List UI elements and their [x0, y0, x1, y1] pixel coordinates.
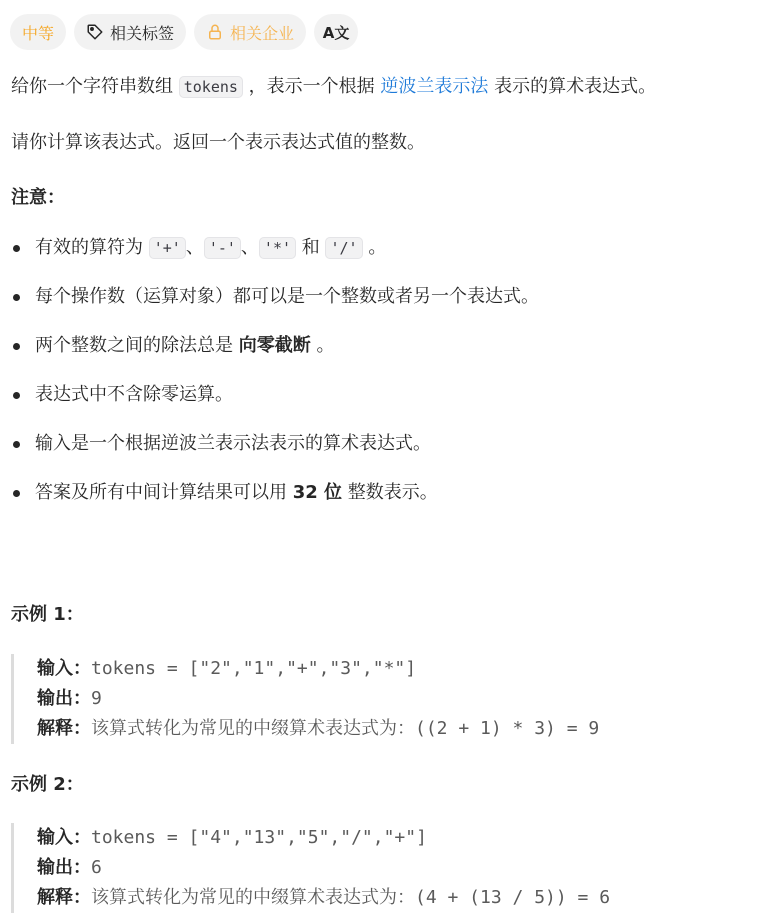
related-companies-label: 相关企业 [230, 23, 295, 43]
explain-expression: (4 + (13 / 5)) = 6 [415, 887, 611, 908]
example-1-block [11, 654, 599, 744]
list-item [11, 282, 756, 312]
inline-code: '-' [204, 237, 241, 259]
translate-button[interactable] [314, 14, 358, 50]
example-input-row [37, 823, 610, 853]
related-tags-label: 相关标签 [110, 23, 175, 43]
rules-list [11, 233, 756, 508]
rule-text: 。 [316, 335, 335, 356]
explain-label: 解释： [37, 887, 91, 908]
output-label: 输出： [37, 857, 91, 878]
list-item [11, 478, 756, 508]
example-explain-row [37, 883, 610, 913]
input-label: 输入： [37, 827, 91, 848]
list-item [11, 429, 756, 459]
explain-text: 该算式转化为常见的中缀算术表达式为： [91, 718, 415, 739]
bullet [13, 294, 20, 301]
bullet [13, 245, 20, 252]
bullet [13, 441, 20, 448]
rule-sep: 、 [240, 237, 259, 258]
note-title: 注意： [11, 187, 65, 208]
explain-label: 解释： [37, 718, 91, 739]
tag-bar [10, 14, 358, 50]
inline-code: tokens [179, 76, 243, 98]
example-output-row [37, 853, 610, 883]
difficulty-label: 中等 [22, 23, 55, 43]
description-paragraph-2: 请你计算该表达式。返回一个表示表达式值的整数。 [11, 132, 425, 153]
bullet [13, 490, 20, 497]
rule-text: 答案及所有中间计算结果可以用 [35, 482, 287, 503]
explain-expression: ((2 + 1) * 3) = 9 [415, 718, 600, 739]
rule-text: 两个整数之间的除法总是 [35, 335, 233, 356]
rule-text: 每个操作数（运算对象）都可以是一个整数或者另一个表达式。 [35, 286, 539, 307]
example-input-row [37, 654, 599, 684]
example-output-row [37, 684, 599, 714]
related-tags-button[interactable] [74, 14, 186, 50]
input-label: 输入： [37, 658, 91, 679]
desc-text: ，表示一个根据 [248, 76, 375, 97]
rule-text: 整数表示。 [347, 482, 438, 503]
output-label: 输出： [37, 688, 91, 709]
desc-text: 表示的算术表达式。 [494, 76, 657, 97]
translate-icon: A文 [322, 23, 350, 42]
example-explain-row [37, 714, 599, 744]
list-item [11, 331, 756, 361]
input-value: tokens = ["4","13","5","/","+"] [91, 827, 427, 848]
output-value: 9 [91, 688, 102, 709]
example-2-block [11, 823, 610, 913]
rule-text: 有效的算符为 [35, 237, 143, 258]
rule-sep: 、 [185, 237, 204, 258]
list-item [11, 233, 756, 263]
rule-text: 输入是一个根据逆波兰表示法表示的算术表达式。 [35, 433, 431, 454]
inline-code: '/' [325, 237, 362, 259]
rpn-link[interactable]: 逆波兰表示法 [380, 76, 489, 97]
list-item [11, 380, 756, 410]
lock-icon [206, 23, 224, 41]
output-value: 6 [91, 857, 102, 878]
bullet [13, 392, 20, 399]
example-2-title: 示例 2： [11, 774, 84, 795]
rule-bold: 32 位 [292, 482, 343, 503]
explain-text: 该算式转化为常见的中缀算术表达式为： [91, 887, 415, 908]
example-1-title: 示例 1： [11, 604, 84, 625]
description-paragraph-1 [11, 72, 756, 102]
rule-text: 表达式中不含除零运算。 [35, 384, 233, 405]
input-value: tokens = ["2","1","+","3","*"] [91, 658, 417, 679]
tag-icon [86, 23, 104, 41]
inline-code: '+' [149, 237, 186, 259]
inline-code: '*' [259, 237, 296, 259]
rule-bold: 向零截断 [238, 335, 311, 356]
difficulty-badge [10, 14, 66, 50]
bullet [13, 343, 20, 350]
problem-description [11, 72, 756, 527]
rule-text: 和 [301, 237, 320, 258]
desc-text: 给你一个字符串数组 [11, 76, 173, 97]
related-companies-button[interactable] [194, 14, 306, 50]
rule-text: 。 [368, 237, 387, 258]
